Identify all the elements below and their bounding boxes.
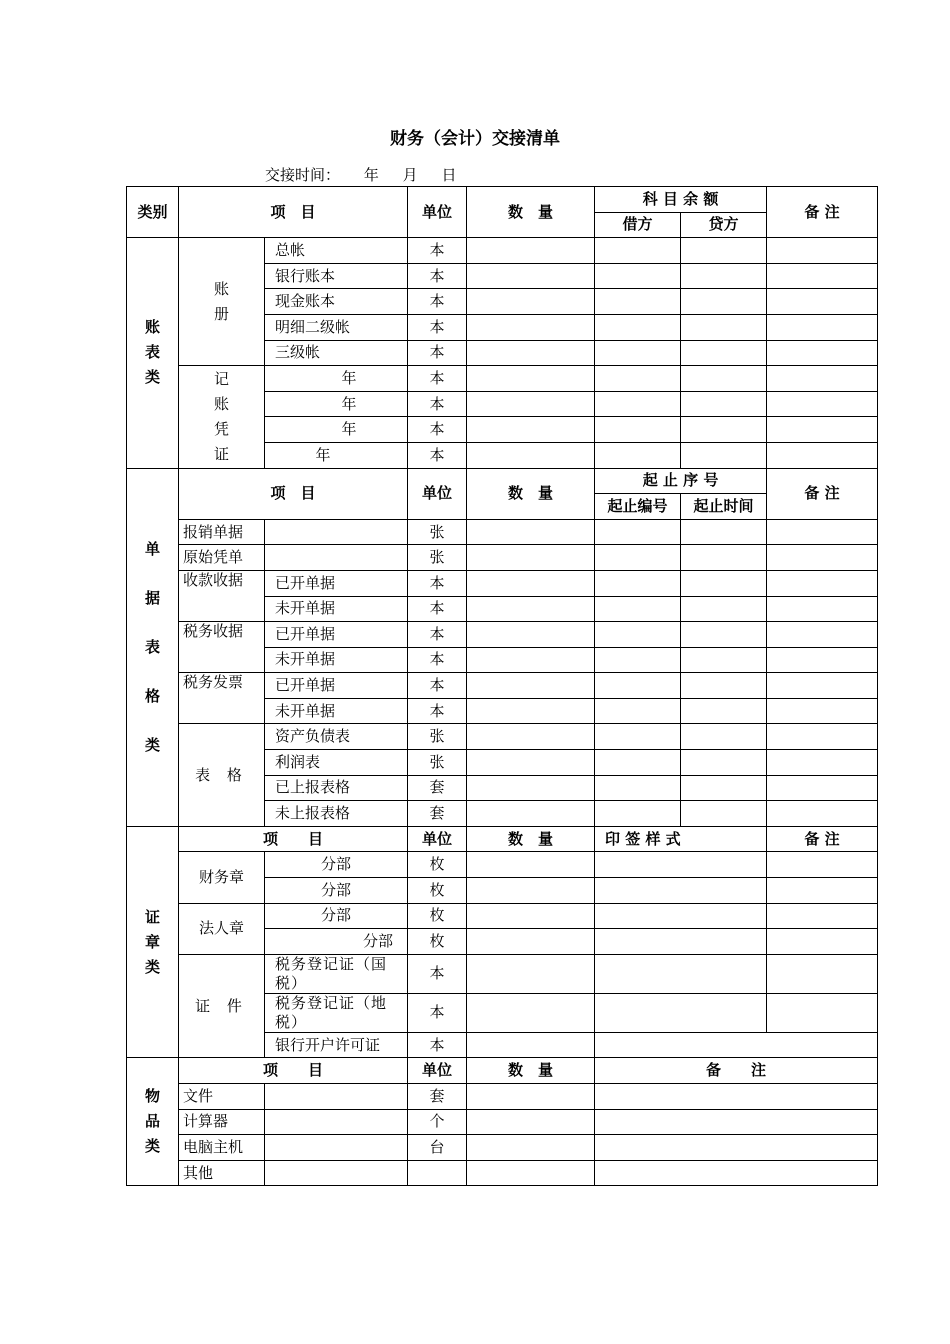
sub-item-cell <box>265 519 408 545</box>
group-char: 记 <box>213 369 229 388</box>
item-unit: 本 <box>408 366 467 392</box>
item-name: 总帐 <box>265 238 408 264</box>
header-remark: 备 注 <box>767 187 878 238</box>
category-ledger <box>127 238 179 468</box>
start-time-cell[interactable] <box>681 519 767 545</box>
certificates-label: 证 件 <box>179 954 265 1058</box>
start-time-cell[interactable] <box>681 801 767 827</box>
item-unit: 本 <box>408 596 467 622</box>
category-goods <box>127 1058 179 1186</box>
document-title: 财务（会计）交接清单 <box>390 129 560 149</box>
goods-header-item: 项 目 <box>179 1058 408 1084</box>
goods-header-quantity: 数 量 <box>467 1058 595 1084</box>
quantity-cell[interactable] <box>467 570 595 596</box>
item-unit: 枚 <box>408 878 467 904</box>
seal-style-cell[interactable] <box>595 954 767 993</box>
voucher-year: 年 <box>265 366 408 392</box>
seal-style-cell[interactable] <box>595 929 767 955</box>
debit-cell[interactable] <box>595 289 681 315</box>
quantity-cell[interactable] <box>467 545 595 571</box>
header-unit: 单位 <box>408 187 467 238</box>
item-name: 银行开户许可证 <box>265 1032 408 1058</box>
remark-cell[interactable] <box>595 1109 878 1135</box>
category-char: 表 <box>144 637 160 656</box>
quantity-cell[interactable] <box>467 878 595 904</box>
start-no-cell[interactable] <box>595 801 681 827</box>
item-name: 原始凭单 <box>179 545 265 571</box>
header-balance: 科 目 余 额 <box>595 187 767 213</box>
books-group-label <box>179 238 265 366</box>
item-name: 分部 <box>265 903 408 929</box>
voucher-year: 年 <box>265 417 408 443</box>
start-time-cell[interactable] <box>681 775 767 801</box>
start-no-cell[interactable] <box>595 673 681 699</box>
quantity-cell[interactable] <box>467 263 595 289</box>
item-name: 已开单据 <box>265 622 408 648</box>
seal-header-unit: 单位 <box>408 826 467 852</box>
category-char: 类 <box>144 735 160 754</box>
item-name: 未开单据 <box>265 647 408 673</box>
quantity-cell[interactable] <box>467 314 595 340</box>
debit-cell[interactable] <box>595 314 681 340</box>
seal-header-remark: 备 注 <box>767 826 878 852</box>
start-no-cell[interactable] <box>595 596 681 622</box>
doc-header-remark: 备 注 <box>767 468 878 519</box>
quantity-cell[interactable] <box>467 750 595 776</box>
item-unit: 台 <box>408 1135 467 1161</box>
remark-cell[interactable] <box>767 391 878 417</box>
item-name: 已开单据 <box>265 570 408 596</box>
debit-cell[interactable] <box>595 442 681 468</box>
quantity-cell[interactable] <box>467 1032 595 1058</box>
item-name: 未开单据 <box>265 596 408 622</box>
doc-header-quantity: 数 量 <box>467 468 595 519</box>
seal-style-cell[interactable] <box>595 878 767 904</box>
item-unit: 本 <box>408 698 467 724</box>
item-unit: 张 <box>408 545 467 571</box>
debit-cell[interactable] <box>595 417 681 443</box>
remark-cell[interactable] <box>767 852 878 878</box>
remark-cell[interactable] <box>767 442 878 468</box>
item-unit: 本 <box>408 954 467 993</box>
item-unit: 本 <box>408 442 467 468</box>
group-char: 账 <box>213 279 229 298</box>
item-unit: 本 <box>408 314 467 340</box>
quantity-cell[interactable] <box>467 993 595 1032</box>
quantity-cell[interactable] <box>467 954 595 993</box>
quantity-cell[interactable] <box>467 1109 595 1135</box>
debit-cell[interactable] <box>595 391 681 417</box>
doc-header-start-time: 起止时间 <box>681 494 767 520</box>
group-name: 税务收据 <box>179 622 265 673</box>
item-unit: 本 <box>408 340 467 366</box>
category-char: 类 <box>144 368 160 387</box>
debit-cell[interactable] <box>595 263 681 289</box>
quantity-cell[interactable] <box>467 724 595 750</box>
item-unit <box>408 1160 467 1186</box>
remark-cell[interactable] <box>767 519 878 545</box>
quantity-cell[interactable] <box>467 366 595 392</box>
remark-cell[interactable] <box>767 647 878 673</box>
remark-cell[interactable] <box>767 801 878 827</box>
quantity-cell[interactable] <box>467 1160 595 1186</box>
doc-header-item: 项 目 <box>179 468 408 519</box>
item-name: 现金账本 <box>265 289 408 315</box>
remark-cell[interactable] <box>767 570 878 596</box>
item-name: 分部 <box>265 852 408 878</box>
start-no-cell[interactable] <box>595 622 681 648</box>
quantity-cell[interactable] <box>467 596 595 622</box>
item-name: 其他 <box>179 1160 265 1186</box>
forms-group-label: 表 格 <box>179 724 265 826</box>
item-unit: 枚 <box>408 929 467 955</box>
start-time-cell[interactable] <box>681 570 767 596</box>
credit-cell[interactable] <box>681 314 767 340</box>
item-name: 计算器 <box>179 1109 265 1135</box>
header-debit: 借方 <box>595 212 681 238</box>
item-unit: 个 <box>408 1109 467 1135</box>
category-char: 证 <box>144 907 160 926</box>
start-time-cell[interactable] <box>681 545 767 571</box>
sub-item-cell <box>265 1135 408 1161</box>
quantity-cell[interactable] <box>467 929 595 955</box>
remark-cell[interactable] <box>767 903 878 929</box>
item-unit: 本 <box>408 570 467 596</box>
category-char: 账 <box>144 318 160 337</box>
seal-header-item: 项 目 <box>179 826 408 852</box>
handover-table <box>126 186 878 1186</box>
item-unit: 枚 <box>408 903 467 929</box>
doc-header-unit: 单位 <box>408 468 467 519</box>
credit-cell[interactable] <box>681 417 767 443</box>
remark-cell[interactable] <box>595 1084 878 1110</box>
credit-cell[interactable] <box>681 263 767 289</box>
category-documents <box>127 468 179 826</box>
item-unit: 本 <box>408 289 467 315</box>
doc-header-sequence: 起 止 序 号 <box>595 468 767 494</box>
start-no-cell[interactable] <box>595 570 681 596</box>
remark-cell[interactable] <box>767 314 878 340</box>
item-unit: 本 <box>408 673 467 699</box>
quantity-cell[interactable] <box>467 903 595 929</box>
seal-header-quantity: 数 量 <box>467 826 595 852</box>
quantity-cell[interactable] <box>467 340 595 366</box>
credit-cell[interactable] <box>681 366 767 392</box>
item-unit: 本 <box>408 622 467 648</box>
start-time-cell[interactable] <box>681 647 767 673</box>
category-char: 章 <box>144 932 160 951</box>
remark-cell[interactable] <box>767 622 878 648</box>
category-seals <box>127 826 179 1058</box>
item-unit: 张 <box>408 724 467 750</box>
header-item: 项 目 <box>179 187 408 238</box>
credit-cell[interactable] <box>681 289 767 315</box>
quantity-cell[interactable] <box>467 698 595 724</box>
remark-cell[interactable] <box>767 775 878 801</box>
item-unit: 套 <box>408 801 467 827</box>
remark-cell[interactable] <box>767 417 878 443</box>
item-name: 税务登记证（国税） <box>265 954 408 993</box>
remark-cell[interactable] <box>767 673 878 699</box>
legal-seal-label: 法人章 <box>179 903 265 954</box>
remark-cell[interactable] <box>767 238 878 264</box>
group-name: 税务发票 <box>179 673 265 724</box>
quantity-cell[interactable] <box>467 647 595 673</box>
start-no-cell[interactable] <box>595 519 681 545</box>
item-name: 银行账本 <box>265 263 408 289</box>
item-unit: 枚 <box>408 852 467 878</box>
item-name: 分部 <box>265 929 408 955</box>
quantity-cell[interactable] <box>467 417 595 443</box>
item-name: 电脑主机 <box>179 1135 265 1161</box>
quantity-cell[interactable] <box>467 442 595 468</box>
seal-style-cell[interactable] <box>595 852 767 878</box>
credit-cell[interactable] <box>681 391 767 417</box>
item-unit: 张 <box>408 750 467 776</box>
remark-cell[interactable] <box>767 366 878 392</box>
finance-seal-label: 财务章 <box>179 852 265 903</box>
item-name: 三级帐 <box>265 340 408 366</box>
item-unit: 本 <box>408 1032 467 1058</box>
category-char: 格 <box>144 686 160 705</box>
voucher-year: 年 <box>265 391 408 417</box>
voucher-year: 年 <box>265 442 408 468</box>
voucher-group-label <box>179 366 265 468</box>
credit-cell[interactable] <box>681 340 767 366</box>
remark-cell[interactable] <box>767 929 878 955</box>
credit-cell[interactable] <box>681 238 767 264</box>
remark-cell[interactable] <box>767 698 878 724</box>
group-char: 证 <box>213 444 229 463</box>
group-char: 凭 <box>213 419 229 438</box>
quantity-cell[interactable] <box>467 673 595 699</box>
item-name: 报销单据 <box>179 519 265 545</box>
group-char: 账 <box>213 394 229 413</box>
start-time-cell[interactable] <box>681 724 767 750</box>
item-unit: 套 <box>408 1084 467 1110</box>
category-char: 类 <box>144 957 160 976</box>
item-name: 分部 <box>265 878 408 904</box>
start-time-cell[interactable] <box>681 750 767 776</box>
remark-cell[interactable] <box>767 993 878 1032</box>
seal-style-cell[interactable] <box>595 1032 878 1058</box>
category-char: 物 <box>144 1087 160 1106</box>
item-name: 明细二级帐 <box>265 314 408 340</box>
group-name: 收款收据 <box>179 570 265 621</box>
item-unit: 套 <box>408 775 467 801</box>
category-char: 据 <box>144 588 160 607</box>
seal-style-cell[interactable] <box>595 993 767 1032</box>
handover-time: 交接时间： 年 月 日 <box>265 166 457 184</box>
quantity-cell[interactable] <box>467 289 595 315</box>
item-name: 已开单据 <box>265 673 408 699</box>
quantity-cell[interactable] <box>467 801 595 827</box>
remark-cell[interactable] <box>767 263 878 289</box>
start-no-cell[interactable] <box>595 724 681 750</box>
seal-style-cell[interactable] <box>595 903 767 929</box>
start-time-cell[interactable] <box>681 698 767 724</box>
item-unit: 本 <box>408 993 467 1032</box>
remark-cell[interactable] <box>595 1135 878 1161</box>
item-unit: 本 <box>408 263 467 289</box>
item-name: 未开单据 <box>265 698 408 724</box>
remark-cell[interactable] <box>767 596 878 622</box>
quantity-cell[interactable] <box>467 852 595 878</box>
quantity-cell[interactable] <box>467 622 595 648</box>
group-char: 册 <box>213 304 229 323</box>
remark-cell[interactable] <box>767 878 878 904</box>
remark-cell[interactable] <box>767 724 878 750</box>
header-credit: 贷方 <box>681 212 767 238</box>
quantity-cell[interactable] <box>467 775 595 801</box>
item-name: 已上报表格 <box>265 775 408 801</box>
item-unit: 张 <box>408 519 467 545</box>
quantity-cell[interactable] <box>467 391 595 417</box>
item-unit: 本 <box>408 647 467 673</box>
start-no-cell[interactable] <box>595 545 681 571</box>
remark-cell[interactable] <box>767 545 878 571</box>
sub-item-cell <box>265 1109 408 1135</box>
item-name: 利润表 <box>265 750 408 776</box>
sub-item-cell <box>265 1084 408 1110</box>
item-unit: 本 <box>408 417 467 443</box>
seal-header-style: 印 签 样 式 <box>595 826 767 852</box>
goods-header-remark: 备 注 <box>595 1058 878 1084</box>
start-time-cell[interactable] <box>681 622 767 648</box>
debit-cell[interactable] <box>595 238 681 264</box>
header-category: 类别 <box>127 187 179 238</box>
remark-cell[interactable] <box>595 1160 878 1186</box>
item-name: 文件 <box>179 1084 265 1110</box>
quantity-cell[interactable] <box>467 1084 595 1110</box>
quantity-cell[interactable] <box>467 1135 595 1161</box>
sub-item-cell <box>265 1160 408 1186</box>
category-char: 表 <box>144 343 160 362</box>
sub-item-cell <box>265 545 408 571</box>
start-no-cell[interactable] <box>595 698 681 724</box>
remark-cell[interactable] <box>767 289 878 315</box>
start-no-cell[interactable] <box>595 750 681 776</box>
doc-header-start-no: 起止编号 <box>595 494 681 520</box>
item-name: 资产负债表 <box>265 724 408 750</box>
item-unit: 本 <box>408 391 467 417</box>
debit-cell[interactable] <box>595 366 681 392</box>
credit-cell[interactable] <box>681 442 767 468</box>
item-unit: 本 <box>408 238 467 264</box>
start-no-cell[interactable] <box>595 647 681 673</box>
goods-header-unit: 单位 <box>408 1058 467 1084</box>
quantity-cell[interactable] <box>467 519 595 545</box>
debit-cell[interactable] <box>595 340 681 366</box>
quantity-cell[interactable] <box>467 238 595 264</box>
category-char: 品 <box>144 1112 160 1131</box>
start-time-cell[interactable] <box>681 596 767 622</box>
remark-cell[interactable] <box>767 750 878 776</box>
header-quantity: 数 量 <box>467 187 595 238</box>
category-char: 单 <box>144 539 160 558</box>
category-char: 类 <box>144 1137 160 1156</box>
remark-cell[interactable] <box>767 954 878 993</box>
item-name: 税务登记证（地税） <box>265 993 408 1032</box>
item-name: 未上报表格 <box>265 801 408 827</box>
remark-cell[interactable] <box>767 340 878 366</box>
start-time-cell[interactable] <box>681 673 767 699</box>
start-no-cell[interactable] <box>595 775 681 801</box>
